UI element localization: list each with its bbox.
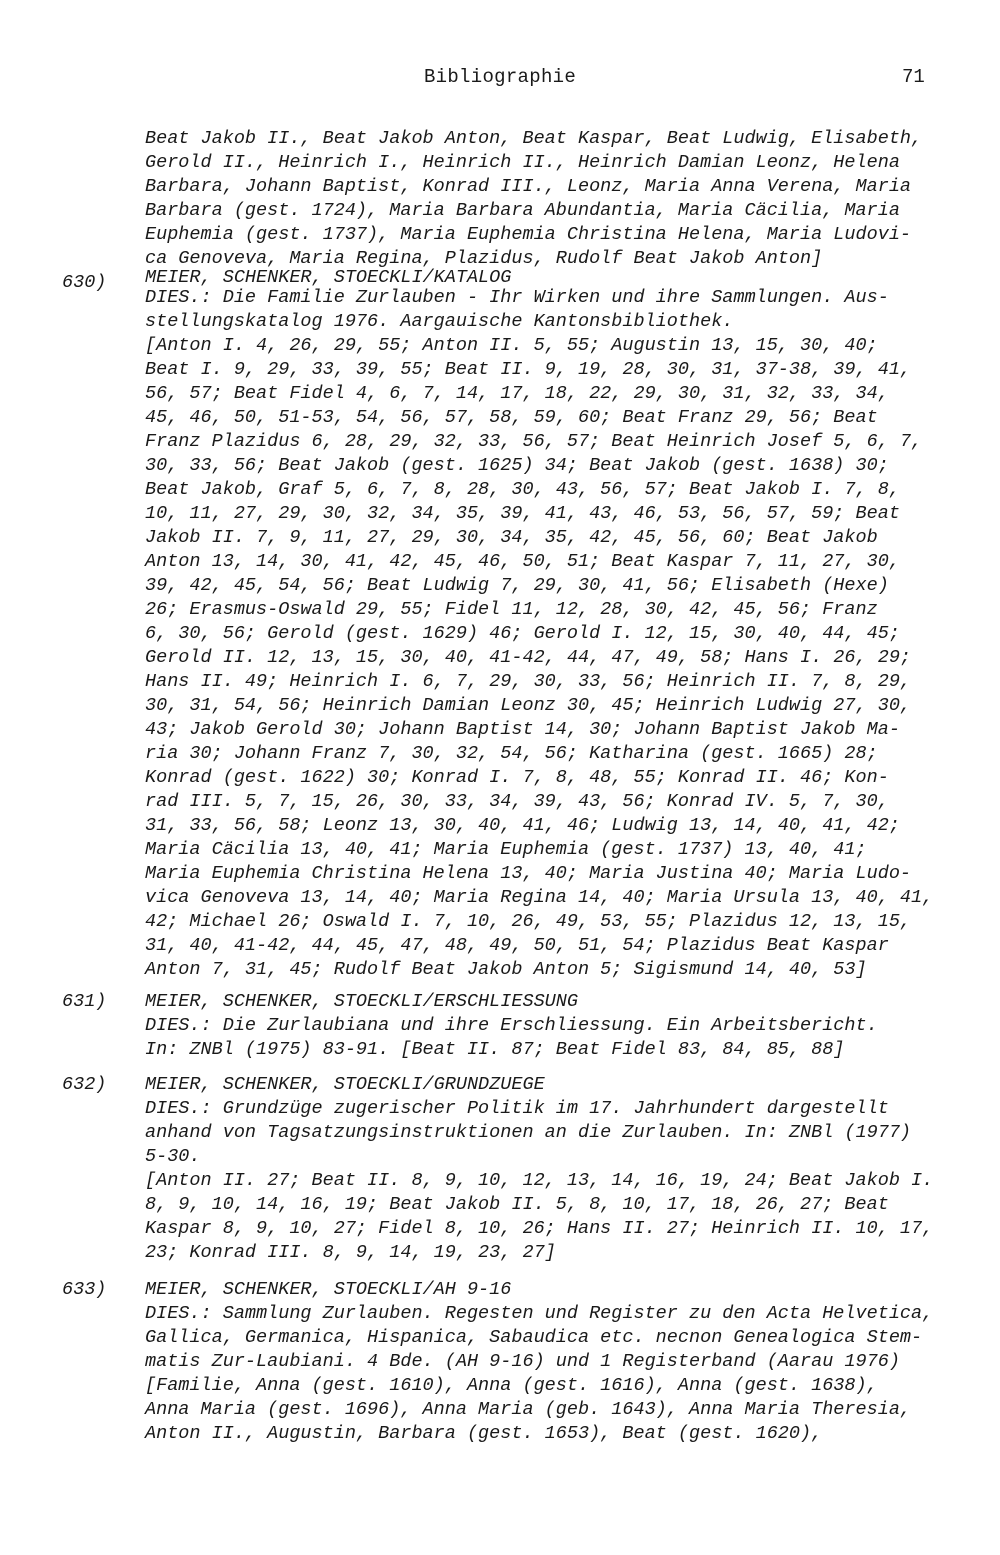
text-line: stellungskatalog 1976. Aargauische Kantonsbibliothek.	[145, 311, 734, 332]
text-line: 45, 46, 50, 51-53, 54, 56, 57, 58, 59, 60; Beat Franz 29, 56; Beat	[145, 407, 878, 428]
text-line: Maria Cäcilia 13, 40, 41; Maria Euphemia (gest. 1737) 13, 40, 41;	[145, 839, 867, 860]
text-line: DIES.: Grundzüge zugerischer Politik im 17. Jahrhundert dargestellt	[145, 1098, 889, 1119]
entry-number: 632)	[62, 1074, 107, 1095]
text-line: Franz Plazidus 6, 28, 29, 32, 33, 56, 57; Beat Heinrich Josef 5, 6, 7,	[145, 431, 923, 452]
text-line: 31, 33, 56, 58; Leonz 13, 30, 40, 41, 46; Ludwig 13, 14, 40, 41, 42;	[145, 815, 900, 836]
entry-heading: MEIER, SCHENKER, STOECKLI/AH 9-16	[145, 1279, 512, 1300]
text-line: 30, 33, 56; Beat Jakob (gest. 1625) 34; Beat Jakob (gest. 1638) 30;	[145, 455, 889, 476]
text-line: matis Zur-Laubiani. 4 Bde. (AH 9-16) und 1 Registerband (Aarau 1976)	[145, 1351, 900, 1372]
entry-number: 633)	[62, 1279, 107, 1300]
text-line: ria 30; Johann Franz 7, 30, 32, 54, 56; Katharina (gest. 1665) 28;	[145, 743, 878, 764]
text-line: Jakob II. 7, 9, 11, 27, 29, 30, 34, 35, 42, 45, 56, 60; Beat Jakob	[145, 527, 878, 548]
text-line: 43; Jakob Gerold 30; Johann Baptist 14, 30; Johann Baptist Jakob Ma-	[145, 719, 900, 740]
text-line: 26; Erasmus-Oswald 29, 55; Fidel 11, 12, 28, 30, 42, 45, 56; Franz	[145, 599, 878, 620]
text-line: Anna Maria (gest. 1696), Anna Maria (geb. 1643), Anna Maria Theresia,	[145, 1399, 912, 1420]
text-line: 8, 9, 10, 14, 16, 19; Beat Jakob II. 5, 8, 10, 17, 18, 26, 27; Beat	[145, 1194, 889, 1215]
text-line: 10, 11, 27, 29, 30, 32, 34, 35, 39, 41, 43, 46, 53, 56, 57, 59; Beat	[145, 503, 900, 524]
text-line: Hans II. 49; Heinrich I. 6, 7, 29, 30, 33, 56; Heinrich II. 7, 8, 29,	[145, 671, 912, 692]
text-line: Barbara, Johann Baptist, Konrad III., Leonz, Maria Anna Verena, Maria	[145, 176, 912, 197]
text-line: Barbara (gest. 1724), Maria Barbara Abundantia, Maria Cäcilia, Maria	[145, 200, 900, 221]
text-line: [Familie, Anna (gest. 1610), Anna (gest. 1616), Anna (gest. 1638),	[145, 1375, 878, 1396]
text-line: 56, 57; Beat Fidel 4, 6, 7, 14, 17, 18, 22, 29, 30, 31, 32, 33, 34,	[145, 383, 889, 404]
text-line: ca Genoveva, Maria Regina, Plazidus, Rudolf Beat Jakob Anton]	[145, 248, 823, 269]
text-line: 5-30.	[145, 1146, 201, 1167]
text-line: vica Genoveva 13, 14, 40; Maria Regina 14, 40; Maria Ursula 13, 40, 41,	[145, 887, 934, 908]
text-line: anhand von Tagsatzungsinstruktionen an die Zurlauben. In: ZNBl (1977)	[145, 1122, 912, 1143]
text-line: 31, 40, 41-42, 44, 45, 47, 48, 49, 50, 51, 54; Plazidus Beat Kaspar	[145, 935, 889, 956]
text-line: 6, 30, 56; Gerold (gest. 1629) 46; Gerold I. 12, 15, 30, 40, 44, 45;	[145, 623, 900, 644]
text-line: Anton 7, 31, 45; Rudolf Beat Jakob Anton 5; Sigismund 14, 40, 53]	[145, 959, 867, 980]
text-line: Beat Jakob II., Beat Jakob Anton, Beat Kaspar, Beat Ludwig, Elisabeth,	[145, 128, 923, 149]
text-line: 30, 31, 54, 56; Heinrich Damian Leonz 30, 45; Heinrich Ludwig 27, 30,	[145, 695, 912, 716]
text-line: Gerold II. 12, 13, 15, 30, 40, 41-42, 44, 47, 49, 58; Hans I. 26, 29;	[145, 647, 912, 668]
text-line: DIES.: Die Familie Zurlauben - Ihr Wirken und ihre Sammlungen. Aus-	[145, 287, 889, 308]
page-number: 71	[902, 66, 925, 88]
text-line: Konrad (gest. 1622) 30; Konrad I. 7, 8, 48, 55; Konrad II. 46; Kon-	[145, 767, 889, 788]
text-line: Beat I. 9, 29, 33, 39, 55; Beat II. 9, 19, 28, 30, 31, 37-38, 39, 41,	[145, 359, 912, 380]
running-title: Bibliographie	[423, 66, 577, 88]
text-line: 42; Michael 26; Oswald I. 7, 10, 26, 49, 53, 55; Plazidus 12, 13, 15,	[145, 911, 912, 932]
text-line: [Anton I. 4, 26, 29, 55; Anton II. 5, 55; Augustin 13, 15, 30, 40;	[145, 335, 878, 356]
text-line: Gallica, Germanica, Hispanica, Sabaudica etc. necnon Genealogica Stem-	[145, 1327, 923, 1348]
text-line: DIES.: Sammlung Zurlauben. Regesten und Register zu den Acta Helvetica,	[145, 1303, 934, 1324]
text-line: Anton II., Augustin, Barbara (gest. 1653), Beat (gest. 1620),	[145, 1423, 823, 1444]
text-line: Anton 13, 14, 30, 41, 42, 45, 46, 50, 51; Beat Kaspar 7, 11, 27, 30,	[145, 551, 900, 572]
text-line: rad III. 5, 7, 15, 26, 30, 33, 34, 39, 43, 56; Konrad IV. 5, 7, 30,	[145, 791, 889, 812]
text-line: DIES.: Die Zurlaubiana und ihre Erschliessung. Ein Arbeitsbericht.	[145, 1015, 878, 1036]
text-line: In: ZNBl (1975) 83-91. [Beat II. 87; Beat Fidel 83, 84, 85, 88]	[145, 1039, 845, 1060]
entry-heading: MEIER, SCHENKER, STOECKLI/ERSCHLIESSUNG	[145, 991, 578, 1012]
text-line: Euphemia (gest. 1737), Maria Euphemia Christina Helena, Maria Ludovi-	[145, 224, 912, 245]
text-line: Kaspar 8, 9, 10, 27; Fidel 8, 10, 26; Hans II. 27; Heinrich II. 10, 17,	[145, 1218, 934, 1239]
text-line: Beat Jakob, Graf 5, 6, 7, 8, 28, 30, 43, 56, 57; Beat Jakob I. 7, 8,	[145, 479, 900, 500]
text-line: 23; Konrad III. 8, 9, 14, 19, 23, 27]	[145, 1242, 556, 1263]
text-line: 39, 42, 45, 54, 56; Beat Ludwig 7, 29, 30, 41, 56; Elisabeth (Hexe)	[145, 575, 889, 596]
entry-heading: MEIER, SCHENKER, STOECKLI/KATALOG	[145, 267, 512, 288]
page-header	[0, 66, 1000, 96]
entry-heading: MEIER, SCHENKER, STOECKLI/GRUNDZUEGE	[145, 1074, 545, 1095]
entry-number: 631)	[62, 991, 107, 1012]
text-line: [Anton II. 27; Beat II. 8, 9, 10, 12, 13, 14, 16, 19, 24; Beat Jakob I.	[145, 1170, 934, 1191]
text-line: Gerold II., Heinrich I., Heinrich II., Heinrich Damian Leonz, Helena	[145, 152, 900, 173]
entry-number: 630)	[62, 272, 107, 293]
text-line: Maria Euphemia Christina Helena 13, 40; Maria Justina 40; Maria Ludo-	[145, 863, 912, 884]
